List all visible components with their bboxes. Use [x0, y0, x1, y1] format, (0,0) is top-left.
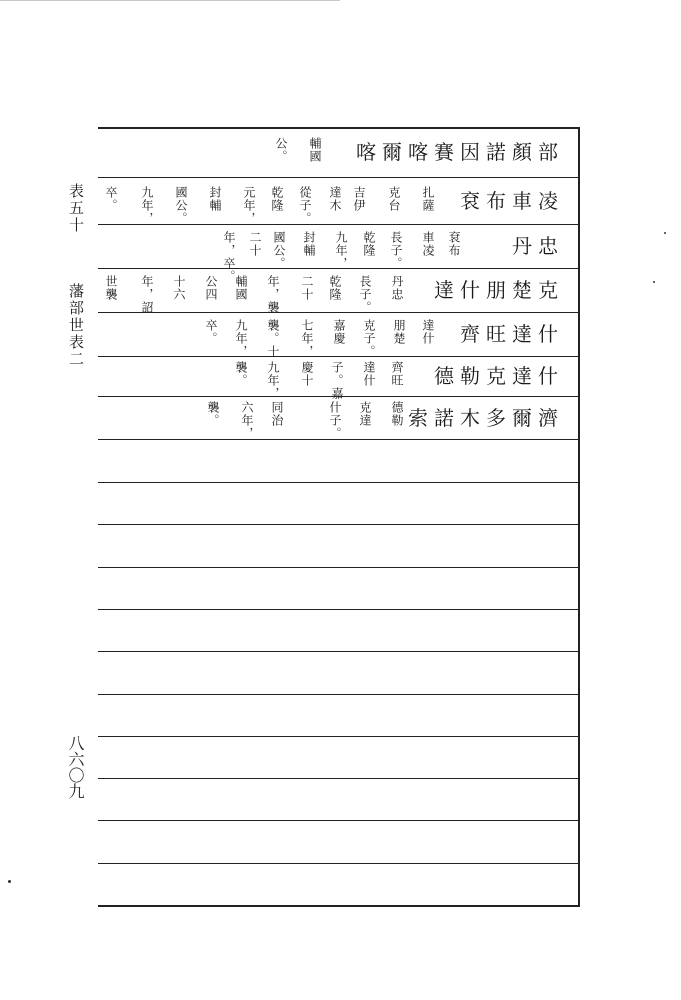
entry-note: 車凌	[421, 231, 435, 257]
entry-note: 從子。	[298, 186, 312, 225]
entry-name: 索諾木多爾濟	[408, 406, 564, 430]
entry-note: 封輔	[302, 231, 316, 257]
entry-note: 達什	[362, 361, 376, 387]
entry-note: 公。	[274, 137, 288, 163]
entry-note: 輔國	[234, 275, 248, 301]
entry-name: 喀爾喀賽因諾顏部	[356, 140, 564, 164]
table-row	[94, 313, 578, 356]
table-right-border	[578, 127, 580, 907]
entry-note: 卒。	[104, 186, 118, 212]
entry-note: 嘉慶	[332, 319, 346, 345]
scan-speck	[664, 232, 666, 234]
entry-note: 乾隆	[362, 231, 376, 257]
row-divider	[98, 820, 579, 821]
table-row	[94, 129, 578, 177]
entry-note: 達什	[421, 319, 435, 345]
entry-note: 長子。	[358, 275, 372, 314]
entry-note: 國公。	[174, 186, 188, 225]
row-divider	[98, 736, 579, 737]
top-rule	[0, 0, 340, 1]
entry-note: 什子。	[328, 401, 342, 440]
row-divider	[98, 694, 579, 695]
entry-note: 丹忠	[390, 275, 404, 301]
entry-note: 年，詔	[140, 275, 154, 314]
entry-note: 九年，	[234, 319, 248, 358]
entry-name: 德勒克達什	[434, 364, 564, 388]
row-divider	[98, 524, 579, 525]
entry-name: 丹忠	[512, 234, 564, 258]
row-divider	[98, 651, 579, 652]
entry-note: 元年，	[242, 186, 256, 225]
entry-name: 袞布車凌	[460, 189, 564, 213]
entry-note: 公四	[204, 275, 218, 301]
page-number: 八六〇九	[66, 735, 85, 799]
entry-note: 乾隆	[328, 275, 342, 301]
entry-note: 六年，	[240, 401, 254, 440]
entry-note: 同治	[270, 401, 284, 427]
entry-note: 九年，	[266, 361, 280, 400]
entry-note: 卒。	[204, 319, 218, 345]
table-row	[94, 269, 578, 312]
entry-note: 達木	[328, 186, 342, 212]
table-row	[94, 397, 578, 439]
entry-note: 克台	[387, 186, 401, 212]
entry-note: 二十	[300, 275, 314, 301]
table-bottom-border	[98, 905, 579, 907]
entry-note: 年，卒。	[222, 231, 236, 283]
entry-note: 克子。	[362, 319, 376, 358]
entry-note: 襲。	[206, 401, 220, 427]
entry-note: 九年，	[334, 231, 348, 270]
entry-note: 扎薩	[421, 186, 435, 212]
row-divider	[98, 482, 579, 483]
margin-subtitle: 藩部世表二	[67, 283, 85, 368]
entry-note: 朋楚	[392, 319, 406, 345]
entry-note: 乾隆	[270, 186, 284, 212]
entry-note: 吉伊	[352, 186, 366, 212]
entry-note: 世襲	[104, 275, 118, 301]
table-row	[94, 225, 578, 283]
entry-note: 慶十	[300, 361, 314, 387]
scan-speck	[8, 880, 11, 883]
entry-note: 子。嘉	[330, 361, 344, 400]
entry-note: 襲。十	[266, 319, 280, 358]
entry-note: 襲。	[234, 361, 248, 387]
entry-note: 國公。	[272, 231, 286, 270]
scan-speck	[653, 281, 655, 283]
entry-note: 二十	[248, 231, 262, 257]
margin-title: 表五十	[67, 183, 85, 234]
entry-note: 十六	[172, 275, 186, 301]
entry-note: 克達	[358, 401, 372, 427]
table-row	[94, 357, 578, 400]
entry-note: 袞布	[447, 231, 461, 257]
entry-note: 封輔	[208, 186, 222, 212]
entry-note: 年，襲	[266, 275, 280, 314]
row-divider	[98, 609, 579, 610]
row-divider	[98, 567, 579, 568]
row-divider	[98, 863, 579, 864]
entry-note: 九年，	[140, 186, 154, 225]
entry-note: 七年，	[300, 319, 314, 358]
table-row	[94, 178, 578, 224]
entry-note: 德勒	[390, 401, 404, 427]
entry-name: 達什朋楚克	[434, 278, 564, 302]
entry-name: 齊旺達什	[460, 322, 564, 346]
entry-note: 齊旺	[390, 361, 404, 387]
entry-note: 輔國	[308, 137, 322, 163]
row-divider	[98, 778, 579, 779]
entry-note: 長子。	[389, 231, 403, 270]
